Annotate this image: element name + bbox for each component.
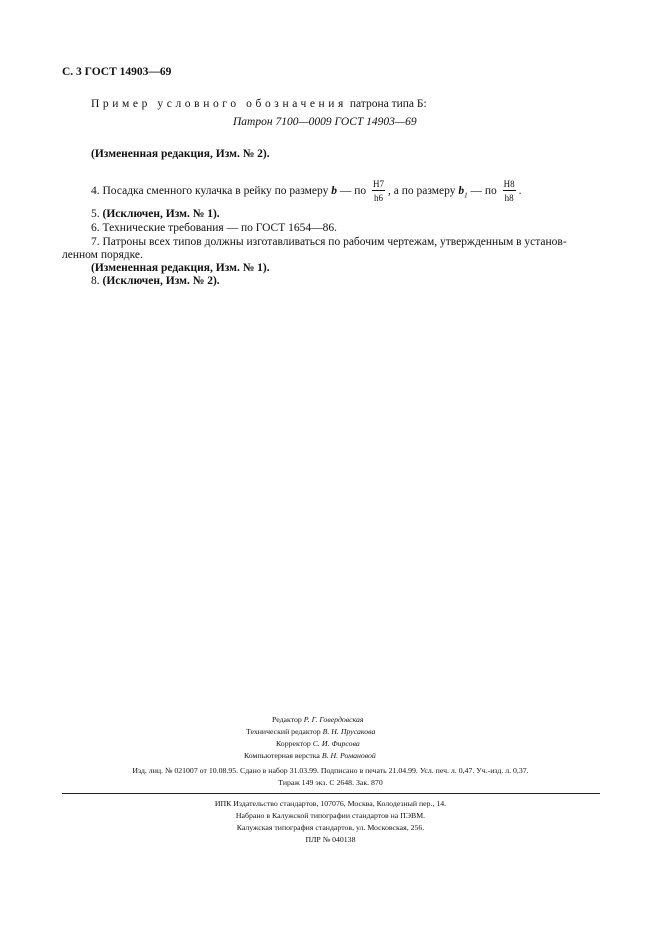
- item-8: [91, 275, 220, 287]
- footer-divider: [62, 793, 600, 794]
- fit-fraction-h8-h8: [503, 180, 516, 203]
- imprint-line-3: Калужская типография стандартов, ул. Московская, 256.: [236, 823, 425, 832]
- fraction-numerator: H7: [373, 178, 385, 189]
- credits: [240, 714, 440, 762]
- item-4-end: .: [518, 185, 522, 197]
- item-8-number: 8.: [91, 275, 100, 287]
- publication-line-1: Изд. лиц. № 021007 от 10.08.95. Сдано в набор 31.03.99. Подписано в печать 21.04.99. Усл. печ. л. 0,47. Уч.-изд. л. 0,37.: [132, 766, 529, 775]
- fraction-denominator: h8: [504, 192, 514, 203]
- dash-po: — по: [339, 185, 367, 197]
- item-7-line-2: ленном порядке.: [62, 249, 143, 261]
- amendment-note-1: (Измененная редакция, Изм. № 2).: [91, 148, 270, 160]
- var-b1: $b_1$: [458, 185, 468, 200]
- publication-line-2: Тираж 149 экз. С 2648. Зак. 870: [278, 778, 383, 787]
- credit-tech-editor: Технический редактор В. Н. Прусакова: [246, 727, 376, 736]
- item-5-number: 5.: [91, 208, 100, 220]
- page-header: С. 3 ГОСТ 14903—69: [62, 66, 172, 78]
- item-4: [91, 178, 522, 208]
- example-designation: Патрон 7100—0009 ГОСТ 14903—69: [233, 116, 417, 128]
- example-line: [91, 98, 427, 110]
- item-5: [91, 208, 220, 220]
- imprint-line-4: ПЛР № 040138: [305, 835, 356, 844]
- item-6: 6. Технические требования — по ГОСТ 1654—86.: [91, 222, 337, 234]
- item-7-line-1: 7. Патроны всех типов должны изготавливаться по рабочим чертежам, утвержденным в установ-: [91, 236, 567, 248]
- var-b: b: [331, 185, 337, 197]
- item-5-text: (Исключен, Изм. № 1).: [102, 208, 220, 220]
- example-label: Пример условного обозначения: [91, 98, 347, 110]
- item-8-text: (Исключен, Изм. № 2).: [102, 275, 220, 287]
- fraction-numerator: H8: [503, 178, 515, 189]
- dash-po-2: — по: [470, 185, 497, 197]
- imprint-line-1: ИПК Издательство стандартов, 107076, Москва, Колодезный пер., 14.: [214, 799, 447, 808]
- imprint-line-2: Набрано в Калужской типографии стандартов на ПЭВМ.: [235, 811, 426, 820]
- item-4-text: 4. Посадка сменного кулачка в рейку по размеру: [91, 185, 329, 197]
- fit-fraction-h7-h6: [372, 180, 385, 203]
- item-4-text-b: , а по размеру: [388, 185, 456, 197]
- credit-editor: Редактор Р. Г. Говердовская: [272, 715, 364, 724]
- amendment-note-2: (Измененная редакция, Изм. № 1).: [91, 262, 270, 274]
- fraction-denominator: h6: [374, 192, 384, 203]
- credit-layout: Компьютерная верстка В. Н. Романовой: [244, 751, 376, 760]
- example-label-tail: патрона типа Б:: [349, 98, 427, 110]
- credit-proofreader: Корректор С. И. Фирсова: [276, 739, 360, 748]
